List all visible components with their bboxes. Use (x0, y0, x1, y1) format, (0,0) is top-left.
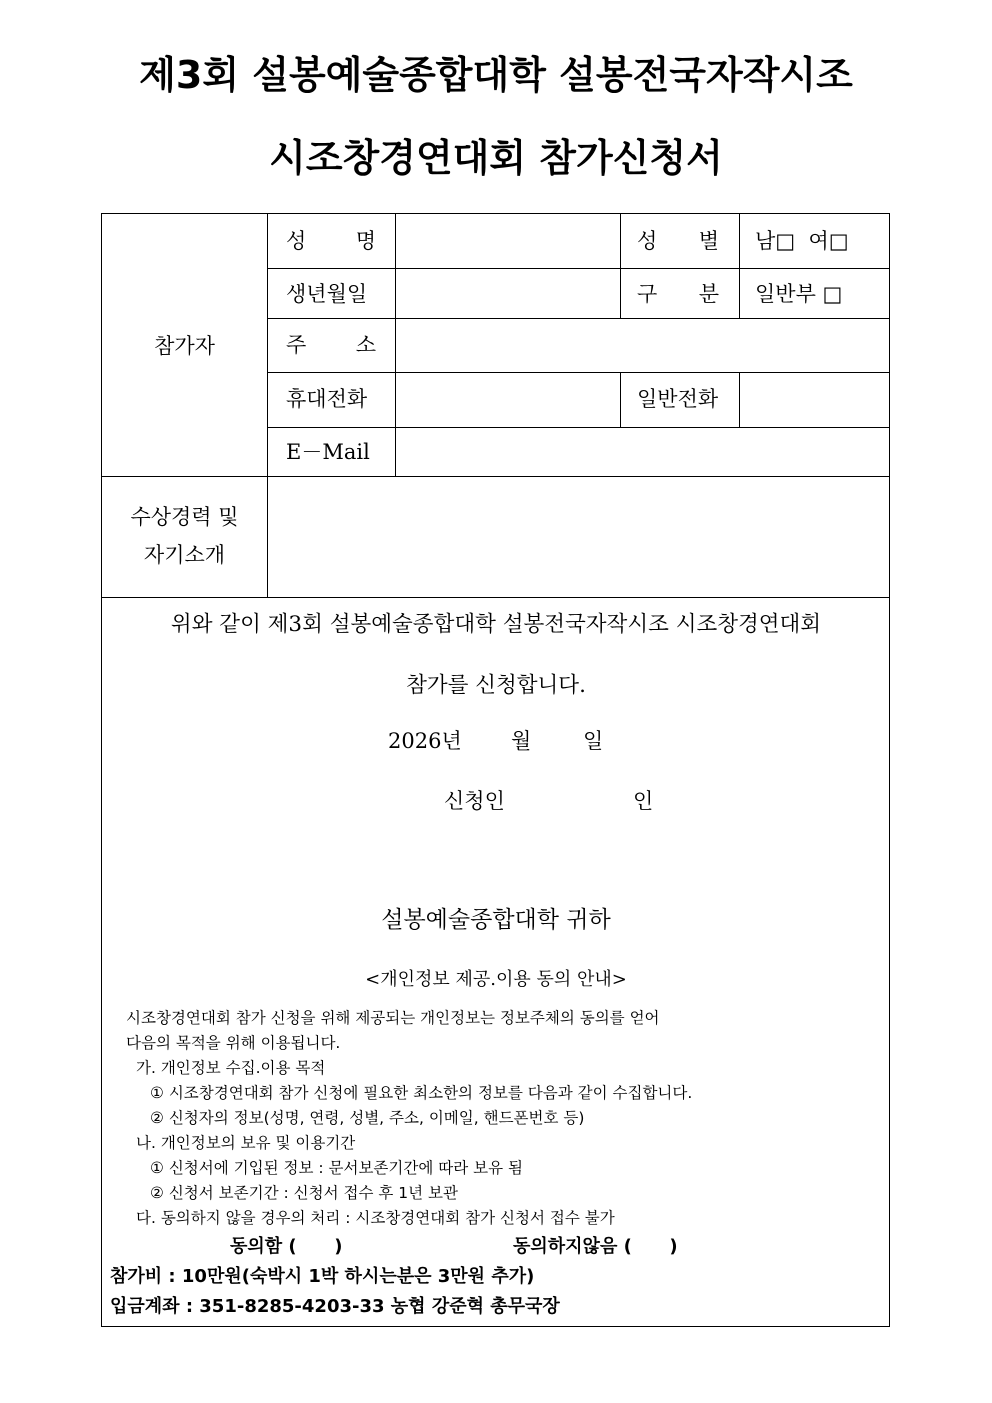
disagree-checkbox[interactable]: 동의하지않음 ( ) (513, 1236, 678, 1257)
mobile-label: 휴대전화 (286, 387, 368, 411)
gender-label: 성 별 (637, 229, 719, 253)
privacy-item-b: 나. 개인정보의 보유 및 이용기간 (136, 1134, 356, 1152)
name-field[interactable] (396, 214, 620, 268)
gender-options[interactable]: 남□ 여□ (755, 229, 849, 253)
fee-line: 참가비 : 10만원(숙박시 1박 하시는분은 3만원 추가) (110, 1266, 535, 1287)
seal-mark: 인 (633, 789, 654, 813)
awards-label-line2: 자기소개 (143, 543, 226, 567)
birth-label: 생년월일 (286, 282, 368, 306)
phone-field[interactable] (740, 373, 890, 427)
grid-line (102, 597, 890, 598)
privacy-item-b2: ② 신청서 보존기간 : 신청서 접수 후 1년 보관 (150, 1184, 458, 1202)
privacy-intro-1: 시조창경연대회 참가 신청을 위해 제공되는 개인정보는 정보주체의 동의를 얻어 (126, 1009, 660, 1027)
application-form (101, 213, 890, 1327)
birth-field[interactable] (396, 269, 620, 318)
name-label: 성 명 (286, 229, 376, 253)
privacy-item-a2: ② 신청자의 정보(성명, 연령, 성별, 주소, 이메일, 핸드폰번호 등) (150, 1109, 585, 1127)
mobile-field[interactable] (396, 373, 620, 427)
grid-line (620, 372, 621, 427)
category-label: 구 분 (637, 282, 719, 306)
privacy-heading: <개인정보 제공.이용 동의 안내> (365, 969, 627, 990)
applicant-label: 신청인 (444, 789, 505, 813)
privacy-item-a1: ① 시조창경연대회 참가 신청에 필요한 최소한의 정보를 다음과 같이 수집합니다. (150, 1084, 693, 1102)
privacy-item-a: 가. 개인정보 수집.이용 목적 (136, 1059, 326, 1077)
grid-line (620, 214, 621, 318)
privacy-item-c: 다. 동의하지 않을 경우의 처리 : 시조창경연대회 참가 신청서 접수 불가 (136, 1209, 615, 1227)
email-field[interactable] (396, 428, 890, 476)
grid-line (739, 214, 740, 318)
date-month: 월 (511, 729, 532, 753)
recipient: 설봉예술종합대학 귀하 (381, 907, 611, 933)
privacy-item-b1: ① 신청서에 기입된 정보 : 문서보존기간에 따라 보유 됨 (150, 1159, 523, 1177)
declaration-line1: 위와 같이 제3회 설봉예술종합대학 설봉전국자작시조 시조창경연대회 (170, 612, 822, 637)
address-field[interactable] (396, 319, 890, 372)
date-day: 일 (583, 729, 604, 753)
email-label: E－Mail (286, 440, 370, 464)
agree-checkbox[interactable]: 동의함 ( ) (230, 1236, 343, 1257)
page-title-line2: 시조창경연대회 참가신청서 (269, 136, 723, 180)
page-title-line1: 제3회 설봉예술종합대학 설봉전국자작시조 (139, 53, 853, 97)
account-line: 입금계좌 : 351-8285-4203-33 농협 강준혁 총무국장 (110, 1296, 560, 1317)
address-label: 주 소 (286, 333, 376, 357)
category-value[interactable]: 일반부 □ (755, 282, 843, 306)
privacy-intro-2: 다음의 목적을 위해 이용됩니다. (126, 1034, 341, 1052)
declaration-line2: 참가를 신청합니다. (406, 673, 586, 698)
phone-label: 일반전화 (637, 387, 719, 411)
date-year: 2026년 (388, 729, 462, 753)
awards-label-line1: 수상경력 및 (130, 505, 239, 529)
participant-label: 참가자 (154, 334, 215, 358)
awards-field[interactable] (268, 477, 890, 597)
